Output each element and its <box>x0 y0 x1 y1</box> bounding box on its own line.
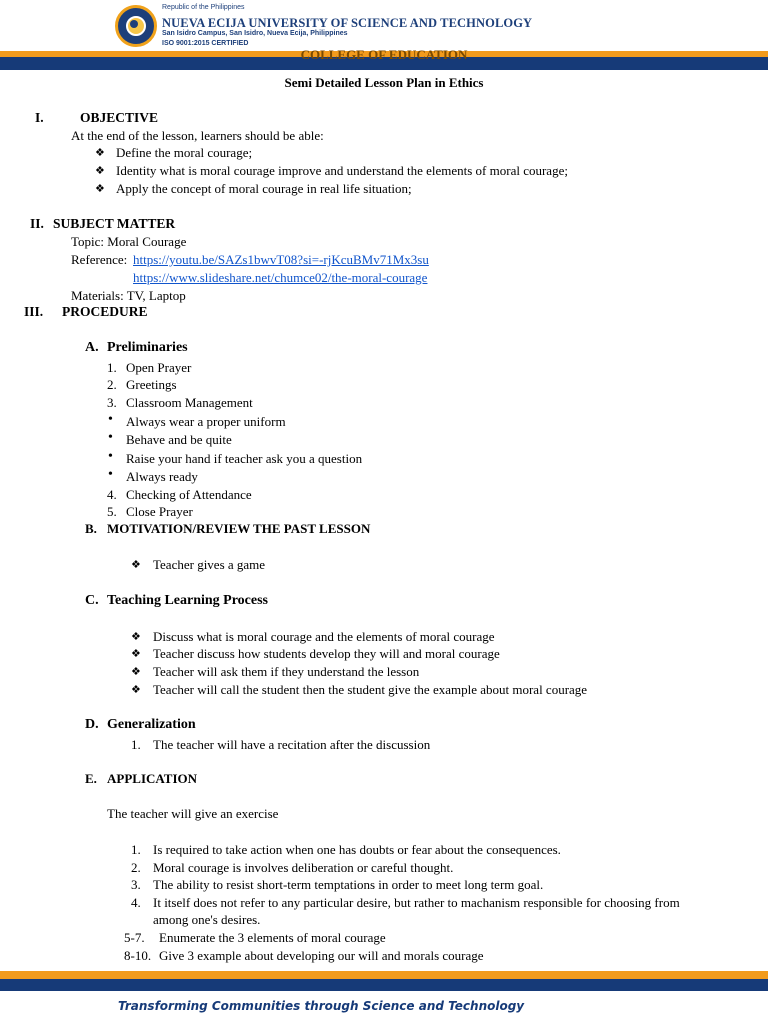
sub-letter-b: B. <box>85 521 97 536</box>
list-item: Behave and be quite <box>126 432 232 447</box>
objective-item: Identity what is moral courage improve and understand the elements of moral courage; <box>116 163 568 178</box>
application-intro: The teacher will give an exercise <box>107 806 279 821</box>
list-item: The teacher will have a recitation after the discussion <box>153 737 431 752</box>
list-item: Moral courage is involves deliberation or careful thought. <box>153 860 454 875</box>
list-num: 4. <box>107 487 117 502</box>
section-num-objective: I. <box>35 110 44 125</box>
list-range-num: 8-10. <box>124 948 152 963</box>
footer-orange-bar <box>0 971 768 979</box>
section-heading-subject: SUBJECT MATTER <box>53 216 176 231</box>
list-item: Is required to take action when one has doubts or fear about the consequences. <box>153 842 561 857</box>
list-item: The ability to resist short-term temptations in order to meet long term goal. <box>153 877 544 892</box>
header-republic: Republic of the Philippines <box>162 4 245 11</box>
sub-heading-application: APPLICATION <box>107 771 198 786</box>
list-item: Always wear a proper uniform <box>126 414 286 429</box>
list-item: Discuss what is moral courage and the elements of moral courage <box>153 629 495 644</box>
diamond-bullet-icon: ❖ <box>131 631 141 643</box>
bullet-dot-icon: • <box>108 430 113 445</box>
objective-item: Define the moral courage; <box>116 145 253 160</box>
header-iso: ISO 9001:2015 CERTIFIED <box>162 40 249 47</box>
sub-letter-a: A. <box>85 340 99 355</box>
subject-reference-label: Reference: <box>71 252 128 267</box>
objective-item: Apply the concept of moral courage in real life situation; <box>116 181 412 196</box>
list-num: 2. <box>131 860 141 875</box>
diamond-bullet-icon: ❖ <box>95 183 105 195</box>
subject-materials: Materials: TV, Laptop <box>71 288 186 303</box>
list-item: It itself does not refer to any particular desire, but rather to machanism responsible for choosing from <box>153 895 680 910</box>
header-university: NUEVA ECIJA UNIVERSITY OF SCIENCE AND TECHNOLOGY <box>162 16 533 30</box>
section-num-procedure: III. <box>24 304 44 319</box>
diamond-bullet-icon: ❖ <box>131 559 141 571</box>
bullet-dot-icon: • <box>108 449 113 464</box>
list-item: Open Prayer <box>126 360 192 375</box>
list-num: 1. <box>107 360 117 375</box>
list-num: 1. <box>131 737 141 752</box>
list-item: Enumerate the 3 elements of moral courage <box>159 930 386 945</box>
list-num: 3. <box>107 395 117 410</box>
sub-letter-c: C. <box>85 593 99 608</box>
diamond-bullet-icon: ❖ <box>131 684 141 696</box>
doc-title: Semi Detailed Lesson Plan in Ethics <box>284 75 484 90</box>
list-item: Give 3 example about developing our will and morals courage <box>159 948 484 963</box>
sub-letter-d: D. <box>85 717 99 732</box>
list-num: 4. <box>131 895 141 910</box>
list-item: Teacher discuss how students develop they will and moral courage <box>153 646 500 661</box>
bullet-dot-icon: • <box>108 467 113 482</box>
footer-tagline: Transforming Communities through Science and Technology <box>118 999 525 1013</box>
diamond-bullet-icon: ❖ <box>131 648 141 660</box>
list-item: Greetings <box>126 377 177 392</box>
diamond-bullet-icon: ❖ <box>95 165 105 177</box>
sub-heading-preliminaries: Preliminaries <box>107 340 188 355</box>
college-name: COLLEGE OF EDUCATION <box>300 47 468 62</box>
diamond-bullet-icon: ❖ <box>131 666 141 678</box>
header-campus: San Isidro Campus, San Isidro, Nueva Ecija, Philippines <box>162 30 348 37</box>
subject-topic: Topic: Moral Courage <box>71 234 187 249</box>
list-item: Close Prayer <box>126 504 193 519</box>
section-heading-procedure: PROCEDURE <box>62 304 148 319</box>
list-range-num: 5-7. <box>124 930 145 945</box>
list-num: 2. <box>107 377 117 392</box>
list-num: 3. <box>131 877 141 892</box>
sub-heading-teaching: Teaching Learning Process <box>107 593 269 608</box>
sub-letter-e: E. <box>85 771 97 786</box>
reference-link-slideshare[interactable]: https://www.slideshare.net/chumce02/the-moral-courage <box>133 270 428 285</box>
sub-heading-generalization: Generalization <box>107 717 196 732</box>
list-item: Always ready <box>126 469 198 484</box>
list-item: Classroom Management <box>126 395 253 410</box>
list-item: Teacher will call the student then the student give the example about moral courage <box>153 682 588 697</box>
section-heading-objective: OBJECTIVE <box>80 110 159 125</box>
footer-navy-bar <box>0 979 768 991</box>
section-num-subject: II. <box>30 216 44 231</box>
list-item-continued: among one's desires. <box>153 912 261 927</box>
university-seal-icon <box>115 5 157 47</box>
list-num: 5. <box>107 504 117 519</box>
diamond-bullet-icon: ❖ <box>95 147 105 159</box>
sub-heading-motivation: MOTIVATION/REVIEW THE PAST LESSON <box>107 521 371 536</box>
reference-link-youtube[interactable]: https://youtu.be/SAZs1bwvT08?si=-rjKcuBMv71Mx3su <box>133 252 429 267</box>
list-item: Teacher will ask them if they understand the lesson <box>153 664 420 679</box>
list-num: 1. <box>131 842 141 857</box>
bullet-dot-icon: • <box>108 412 113 427</box>
list-item: Checking of Attendance <box>126 487 252 502</box>
list-item: Raise your hand if teacher ask you a question <box>126 451 363 466</box>
objective-intro: At the end of the lesson, learners should be able: <box>71 128 324 143</box>
list-item: Teacher gives a game <box>153 557 266 572</box>
